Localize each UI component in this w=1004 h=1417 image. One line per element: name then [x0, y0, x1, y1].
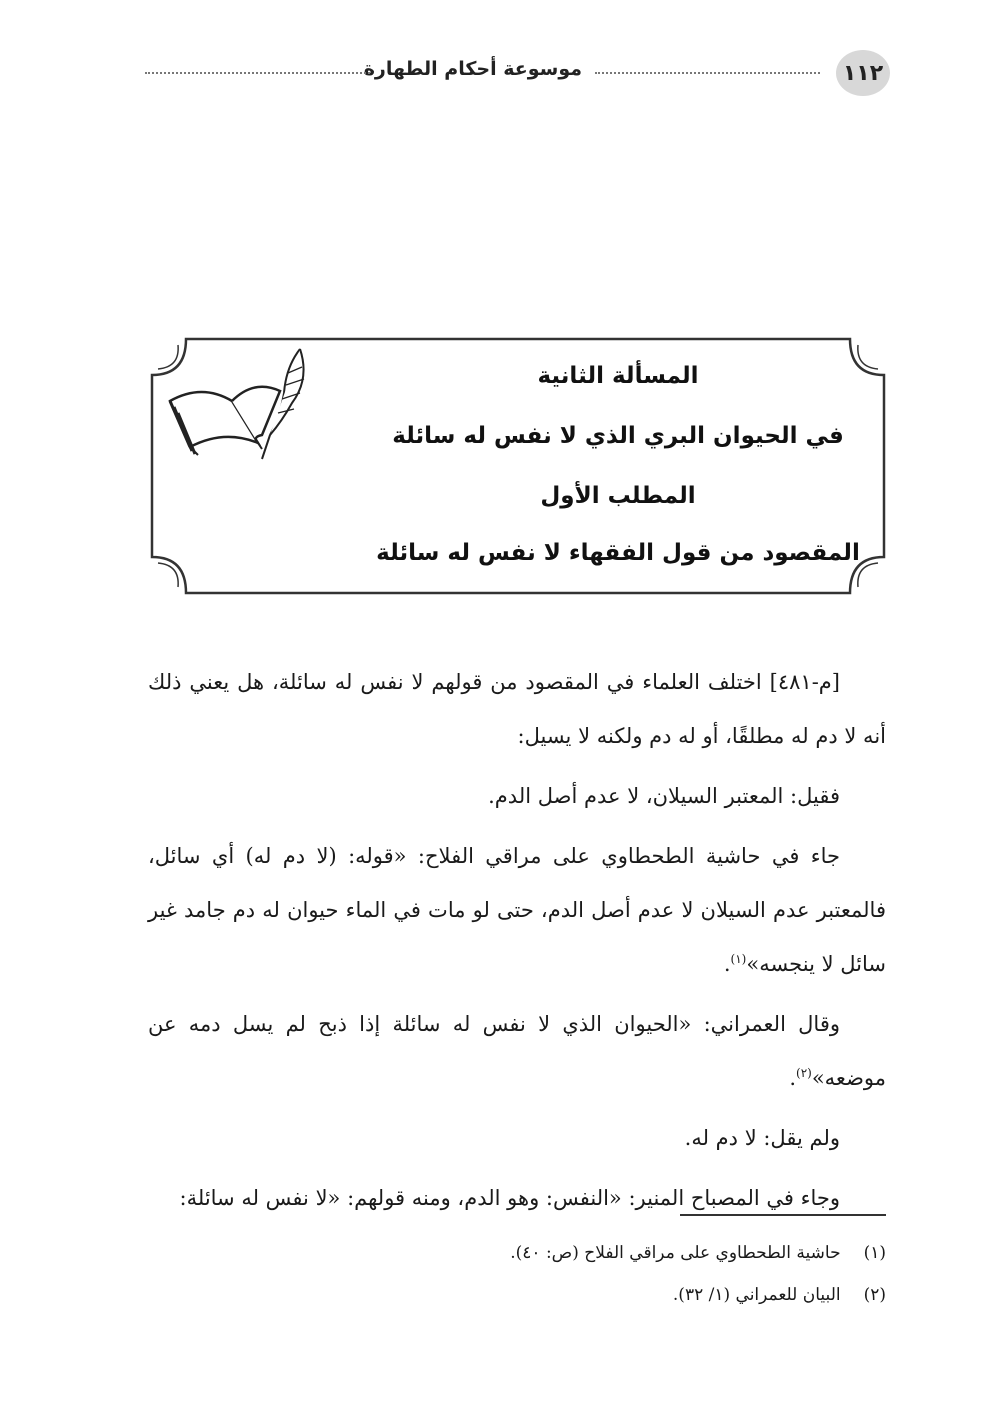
issue-title: المسألة الثانية — [537, 363, 699, 389]
section-subtitle: المقصود من قول الفقهاء لا نفس له سائلة — [376, 540, 860, 566]
paragraph-1: [م-٤٨١] اختلف العلماء في المقصود من قولهم لا نفس له سائلة، هل يعني ذلك أنه لا دم له مطلقًا، أو له دم ولكنه لا يسيل: — [148, 670, 886, 748]
paragraph-4: وقال العمراني: «الحيوان الذي لا نفس له سائلة إذا ذبح لم يسل دمه عن موضعه»$^{(٢)}$. — [148, 1012, 886, 1090]
book-title: موسوعة أحكام الطهارة — [363, 58, 582, 80]
paragraph-2: فقيل: المعتبر السيلان، لا عدم أصل الدم. — [488, 784, 840, 808]
footnote-ref-2[interactable]: (٢) — [796, 1066, 812, 1080]
main-text — [148, 655, 886, 1231]
footnote-2-text: البيان للعمراني (١/ ٣٢). — [672, 1285, 841, 1305]
paragraph-4-text: وقال العمراني: «الحيوان الذي لا نفس له سائلة إذا ذبح لم يسل دمه عن موضعه» — [148, 1012, 886, 1090]
paragraph-6: وجاء في المصباح المنير: «النفس: وهو الدم، ومنه قولهم: «لا نفس له سائلة: — [179, 1186, 840, 1210]
header-dots-right — [595, 72, 820, 74]
issue-subtitle: في الحيوان البري الذي لا نفس له سائلة — [392, 423, 844, 449]
page-header — [145, 50, 890, 98]
footnote-1 — [148, 1232, 886, 1274]
page-number: ١١٢ — [836, 50, 890, 96]
footnote-2-number: (٢) — [863, 1285, 886, 1305]
section-title: المطلب الأول — [540, 483, 696, 509]
chapter-title-box — [148, 335, 888, 597]
footnote-divider — [680, 1214, 886, 1216]
paragraph-3-text: جاء في حاشية الطحطاوي على مراقي الفلاح: «قوله: (لا دم له) أي سائل، فالمعتبر عدم السيلان لا عدم أصل الدم، حتى لو مات في الماء حيوان له دم جامد غير سائل لا ينجسه» — [148, 844, 886, 976]
footnotes — [148, 1232, 886, 1316]
footnote-1-number: (١) — [863, 1243, 886, 1263]
book-quill-icon — [162, 343, 312, 463]
footnote-1-text: حاشية الطحطاوي على مراقي الفلاح (ص: ٤٠). — [510, 1243, 841, 1263]
paragraph-5: ولم يقل: لا دم له. — [684, 1126, 840, 1150]
paragraph-3: جاء في حاشية الطحطاوي على مراقي الفلاح: «قوله: (لا دم له) أي سائل، فالمعتبر عدم السيلان لا عدم أصل الدم، حتى لو مات في الماء حيوان له دم جامد غير سائل لا ينجسه»$^{(١)}$. — [148, 844, 886, 976]
footnote-ref-1[interactable]: (١) — [730, 952, 747, 966]
header-dots-left — [145, 72, 370, 74]
footnote-2 — [148, 1274, 886, 1316]
